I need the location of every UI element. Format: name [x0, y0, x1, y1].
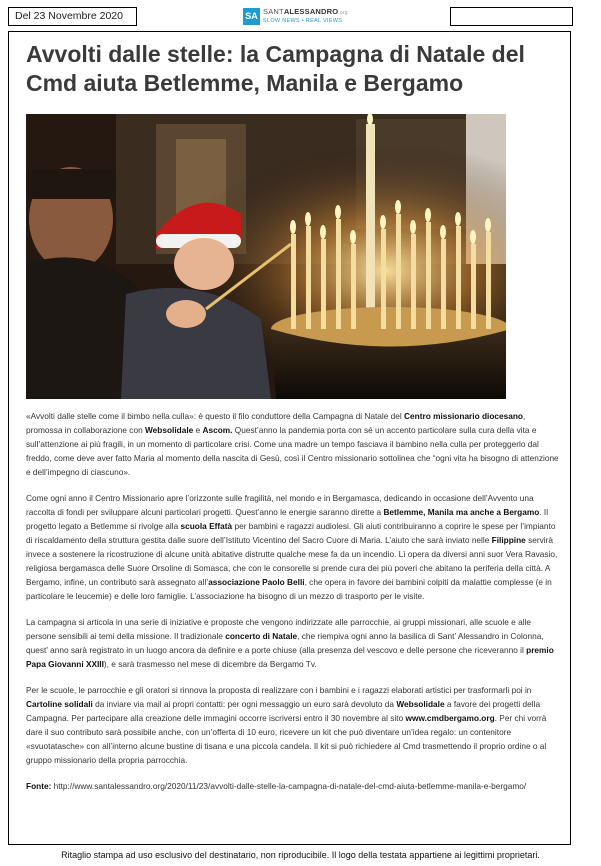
- publication-logo: [243, 5, 348, 27]
- source-label: Fonte:: [26, 781, 52, 791]
- logo-text: [263, 8, 348, 25]
- paragraph-2: Come ogni anno il Centro Missionario apre l’orizzonte sulle fragilità, nel mondo e in Bergamasca, dedicando in occasione dell’Avvento una raccolta di fondi per sviluppare alcuni particolari progetti. Quest’anno le energie saranno dirette a Betlemme, Manila ma anche a Bergamo. Il progetto legato a Betlemme si rivolge alla scuola Effatà per bambini e ragazzi audiolesi. Gli aiuti contribuiranno a coprire le spese per l’impianto di riscaldamento della struttura gestita dalle suore dell’Istituto Vicentino del Sacro Cuore di Maria. L’aiuto che sarà inviato nelle Filippine servirà invece a sostenere la ricostruzione di alcune unità abitative distrutte qualche mese fa da un incendio. Lì opera da diversi anni suor Vera Ravasio, religiosa bergamasca delle Suore Orsoline di Somasca, che con le consorelle si prende cura dei più poveri che abitano la periferia della città. A Bergamo, infine, un contributo sarà assegnato all’associazione Paolo Belli, che opera in favore dei bambini colpiti da malattie complesse (e in particolare le leucemie) e delle loro famiglie. L’associazione ha bisogno di un mezzo di trasporto per le visite.: [26, 493, 558, 601]
- source-url[interactable]: http://www.santalessandro.org/2020/11/23/avvolti-dalle-stelle-la-campagna-di-natale-del-cmd-aiuta-betlemme-manila-e-bergamo/: [51, 781, 527, 791]
- article-title: Avvolti dalle stelle: la Campagna di Natale del Cmd aiuta Betlemme, Manila e Bergamo: [26, 41, 525, 96]
- logo-mark: SA: [243, 8, 260, 25]
- logo-slogan: SLOW NEWS • REAL VIEWS: [263, 17, 343, 24]
- paragraph-4: Per le scuole, le parrocchie e gli oratori si rinnova la proposta di realizzare con i bambini e i ragazzi elaborati artistici per trasformarli poi in Cartoline solidali da inviare via mail ai propri contatti: per ogni messaggio un euro sarà devoluto da Websolidale a favore dei progetti della Campagna. Per partecipare alla creazione delle immagini occorre iscriversi entro il 30 novembre al sito www.cmdbergamo.org. Per chi vorrà dare il suo contributo sarà possibile anche, con un’offerta di 10 euro, ricevere un kit che può diventare un’idea regalo: un contenitore «svuotatasche» con all’interno alcune bustine di tisana e una piccola candela. Il kit si può richiedere al Cmd trasmettendo il proprio ordine o al gruppo missionario della propria parrocchia.: [26, 685, 547, 765]
- source-line: [26, 779, 563, 793]
- logo-name: SANTALESSANDRO.org: [263, 6, 348, 16]
- paragraph-1: «Avvolti dalle stelle come il bimbo nella culla»: è questo il filo conduttore della Campagna di Natale del Centro missionario diocesano, promossa in collaborazione con Websolidale e Ascom. Quest’anno la pandemia porta con sé un accento particolare sulla cura della vita e sull’attenzione ai più fragili, in un momento di particolare crisi. Come una madre un tempo fasciava il bambino nella culla per proteggerlo dal freddo, come deve aver fatto Maria al momento della nascita di Gesù, così il Centro missionario sottolinea che “ogni vita ha bisogno di attenzione e dell’impegno di ciascuno».: [26, 411, 559, 477]
- candles-photo-illustration: [26, 114, 506, 399]
- paragraph-3: La campagna si articola in una serie di iniziative e proposte che vengono indirizzate alle parrocchie, ai gruppi missionari, alle scuole e alle persone sensibili ai temi della missione. Il tradizionale concerto di Natale, che riempiva ogni anno la basilica di Sant’ Alessandro in Colonna, quest’ anno sarà registrato in un luogo ancora da definire e a porte chiuse (alla presenza del vescovo e delle persone che riceveranno il premio Papa Giovanni XXIII), e sarà trasmesso nel mese di dicembre da Bergamo Tv.: [26, 617, 554, 669]
- article-body: [26, 409, 563, 805]
- footer-disclaimer: Ritaglio stampa ad uso esclusivo del destinatario, non riproducibile. Il logo della testata appartiene ai legittimi proprietari.: [61, 850, 540, 860]
- article-photo: [26, 114, 506, 399]
- blank-header-box: [450, 7, 573, 26]
- date-label: Del 23 Novembre 2020: [8, 7, 137, 26]
